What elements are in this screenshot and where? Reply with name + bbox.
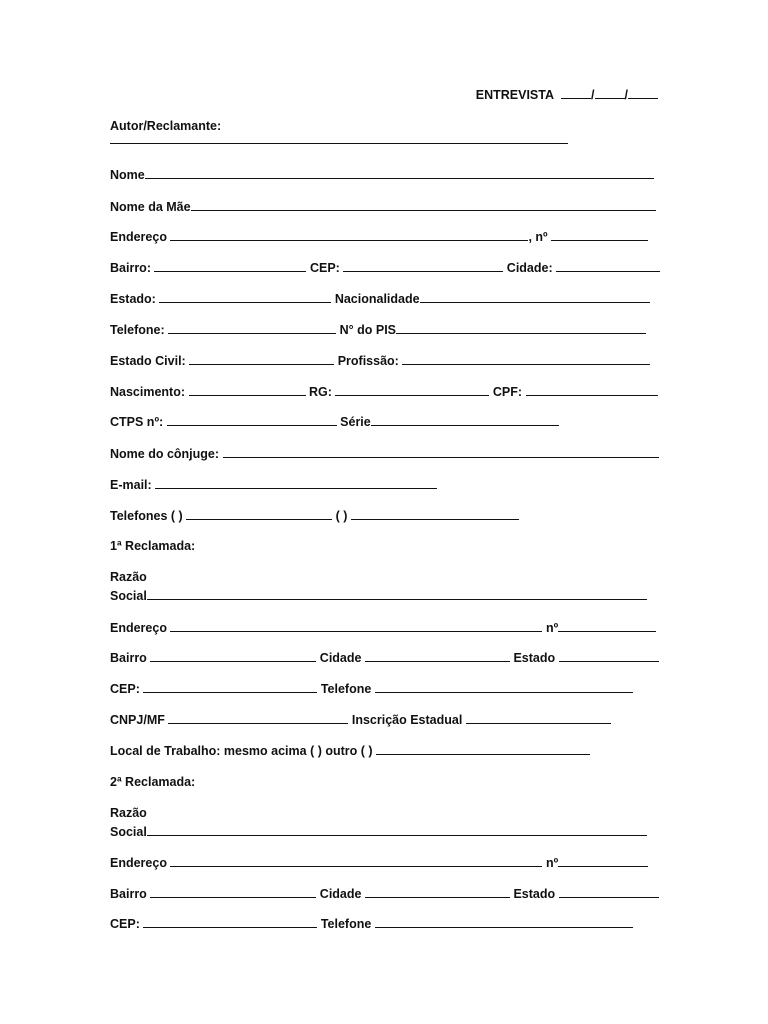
nome-mae-row: [110, 199, 656, 215]
endereco-label: Endereço: [110, 230, 167, 244]
profissao-field[interactable]: [402, 353, 650, 365]
reclamada2-social-label: Social: [110, 825, 147, 839]
nascimento-label: Nascimento:: [110, 385, 186, 399]
reclamada1-cep-row: [110, 681, 633, 697]
reclamada2-telefone-field[interactable]: [375, 916, 633, 928]
reclamada2-bairro-field[interactable]: [150, 886, 316, 898]
reclamada1-bairro-label: Bairro: [110, 651, 147, 665]
reclamada1-inscricao-field[interactable]: [466, 712, 611, 724]
reclamada2-cidade-label: Cidade: [319, 887, 362, 901]
reclamada1-bairro-row: [110, 650, 659, 666]
nascimento-field[interactable]: [189, 384, 306, 396]
nacionalidade-label: Nacionalidade: [334, 292, 420, 306]
reclamada2-numero-label: nº: [545, 856, 559, 870]
reclamada1-local-label: Local de Trabalho: mesmo acima ( ) outro ( ): [110, 744, 373, 758]
email-row: [110, 477, 437, 493]
endereco-row: [110, 229, 648, 245]
cidade-label: Cidade:: [506, 261, 553, 275]
date-day-field[interactable]: [561, 87, 591, 99]
reclamada1-endereco-row: [110, 620, 656, 636]
nascimento-row: [110, 384, 658, 400]
reclamada2-estado-label: Estado: [513, 887, 556, 901]
reclamada2-bairro-label: Bairro: [110, 887, 147, 901]
reclamada1-estado-field[interactable]: [559, 650, 659, 662]
cep-field[interactable]: [343, 260, 503, 272]
numero-label: , nº: [528, 230, 548, 244]
reclamada1-local-row: [110, 743, 590, 759]
pis-field[interactable]: [396, 322, 646, 334]
telefone2-field[interactable]: [351, 508, 519, 520]
reclamada1-estado-label: Estado: [513, 651, 556, 665]
reclamada1-cnpj-row: [110, 712, 611, 728]
reclamada1-cidade-field[interactable]: [365, 650, 510, 662]
profissao-label: Profissão:: [337, 354, 399, 368]
reclamada1-bairro-field[interactable]: [150, 650, 316, 662]
reclamada2-razao-label: Razão: [110, 806, 147, 820]
nome-label: Nome: [110, 168, 145, 182]
reclamada2-cep-label: CEP:: [110, 917, 140, 931]
reclamada2-heading: 2ª Reclamada:: [110, 775, 196, 789]
cidade-field[interactable]: [556, 260, 660, 272]
reclamada1-cnpj-field[interactable]: [168, 712, 348, 724]
nome-row: [110, 167, 654, 183]
conjuge-row: [110, 446, 659, 462]
ctps-field[interactable]: [167, 414, 337, 426]
reclamada1-social-label: Social: [110, 589, 147, 603]
conjuge-label: Nome do cônjuge:: [110, 447, 220, 461]
email-label: E-mail:: [110, 478, 152, 492]
reclamada2-telefone-label: Telefone: [320, 917, 372, 931]
nome-field[interactable]: [145, 167, 654, 179]
estado-field[interactable]: [159, 291, 331, 303]
pis-label: N° do PIS: [339, 323, 396, 337]
reclamada1-endereco-field[interactable]: [170, 620, 542, 632]
reclamada1-local-field[interactable]: [376, 743, 590, 755]
email-field[interactable]: [155, 477, 437, 489]
bairro-row: [110, 260, 660, 276]
autor-heading: Autor/Reclamante:: [110, 119, 222, 133]
cpf-field[interactable]: [526, 384, 658, 396]
telefones-row: [110, 508, 519, 524]
reclamada2-endereco-label: Endereço: [110, 856, 167, 870]
serie-label: Série: [340, 415, 371, 429]
ctps-label: CTPS nº:: [110, 415, 164, 429]
reclamada1-cep-field[interactable]: [143, 681, 317, 693]
reclamada2-razao-social-field[interactable]: [147, 824, 647, 836]
rg-label: RG:: [309, 385, 332, 399]
serie-field[interactable]: [371, 414, 559, 426]
reclamada2-endereco-row: [110, 855, 648, 871]
telefone2-paren: ( ): [335, 509, 348, 523]
nome-mae-label: Nome da Mãe: [110, 200, 191, 214]
autor-name-line[interactable]: [110, 142, 568, 144]
conjuge-field[interactable]: [223, 446, 659, 458]
reclamada1-heading: 1ª Reclamada:: [110, 539, 196, 553]
telefones-label: Telefones ( ): [110, 509, 183, 523]
reclamada1-telefone-label: Telefone: [320, 682, 372, 696]
estado-civil-field[interactable]: [189, 353, 334, 365]
reclamada2-cep-row: [110, 916, 633, 932]
telefone1-field[interactable]: [186, 508, 332, 520]
reclamada1-razao-label: Razão: [110, 570, 147, 584]
bairro-label: Bairro:: [110, 261, 151, 275]
reclamada1-numero-field[interactable]: [558, 620, 656, 632]
nome-mae-field[interactable]: [191, 199, 656, 211]
bairro-field[interactable]: [154, 260, 306, 272]
telefone-field[interactable]: [168, 322, 336, 334]
reclamada2-cep-field[interactable]: [143, 916, 317, 928]
reclamada1-numero-label: nº: [545, 621, 559, 635]
reclamada1-inscricao-label: Inscrição Estadual: [351, 713, 463, 727]
form-title: ENTREVISTA: [475, 88, 554, 102]
date-separator: /: [591, 88, 595, 102]
estado-label: Estado:: [110, 292, 156, 306]
estado-civil-label: Estado Civil:: [110, 354, 186, 368]
date-year-field[interactable]: [628, 87, 658, 99]
reclamada2-estado-field[interactable]: [559, 886, 659, 898]
reclamada2-numero-field[interactable]: [558, 855, 648, 867]
reclamada2-bairro-row: [110, 886, 659, 902]
reclamada2-social-row: [110, 824, 647, 840]
ctps-row: [110, 414, 559, 430]
reclamada1-razao-social-field[interactable]: [147, 588, 647, 600]
rg-field[interactable]: [335, 384, 489, 396]
telefone-label: Telefone:: [110, 323, 165, 337]
reclamada1-endereco-label: Endereço: [110, 621, 167, 635]
telefone-row: [110, 322, 646, 338]
cep-label: CEP:: [309, 261, 340, 275]
endereco-field[interactable]: [170, 229, 528, 241]
cpf-label: CPF:: [492, 385, 523, 399]
reclamada1-social-row: [110, 588, 647, 604]
estado-civil-row: [110, 353, 650, 369]
date-month-field[interactable]: [595, 87, 625, 99]
nacionalidade-field[interactable]: [420, 291, 650, 303]
numero-field[interactable]: [551, 229, 648, 241]
reclamada2-cidade-field[interactable]: [365, 886, 510, 898]
date-separator: /: [624, 88, 628, 102]
reclamada2-endereco-field[interactable]: [170, 855, 542, 867]
reclamada1-cnpj-label: CNPJ/MF: [110, 713, 165, 727]
reclamada1-telefone-field[interactable]: [375, 681, 633, 693]
interview-date-header: [476, 87, 658, 103]
estado-row: [110, 291, 650, 307]
reclamada1-cidade-label: Cidade: [319, 651, 362, 665]
reclamada1-cep-label: CEP:: [110, 682, 140, 696]
